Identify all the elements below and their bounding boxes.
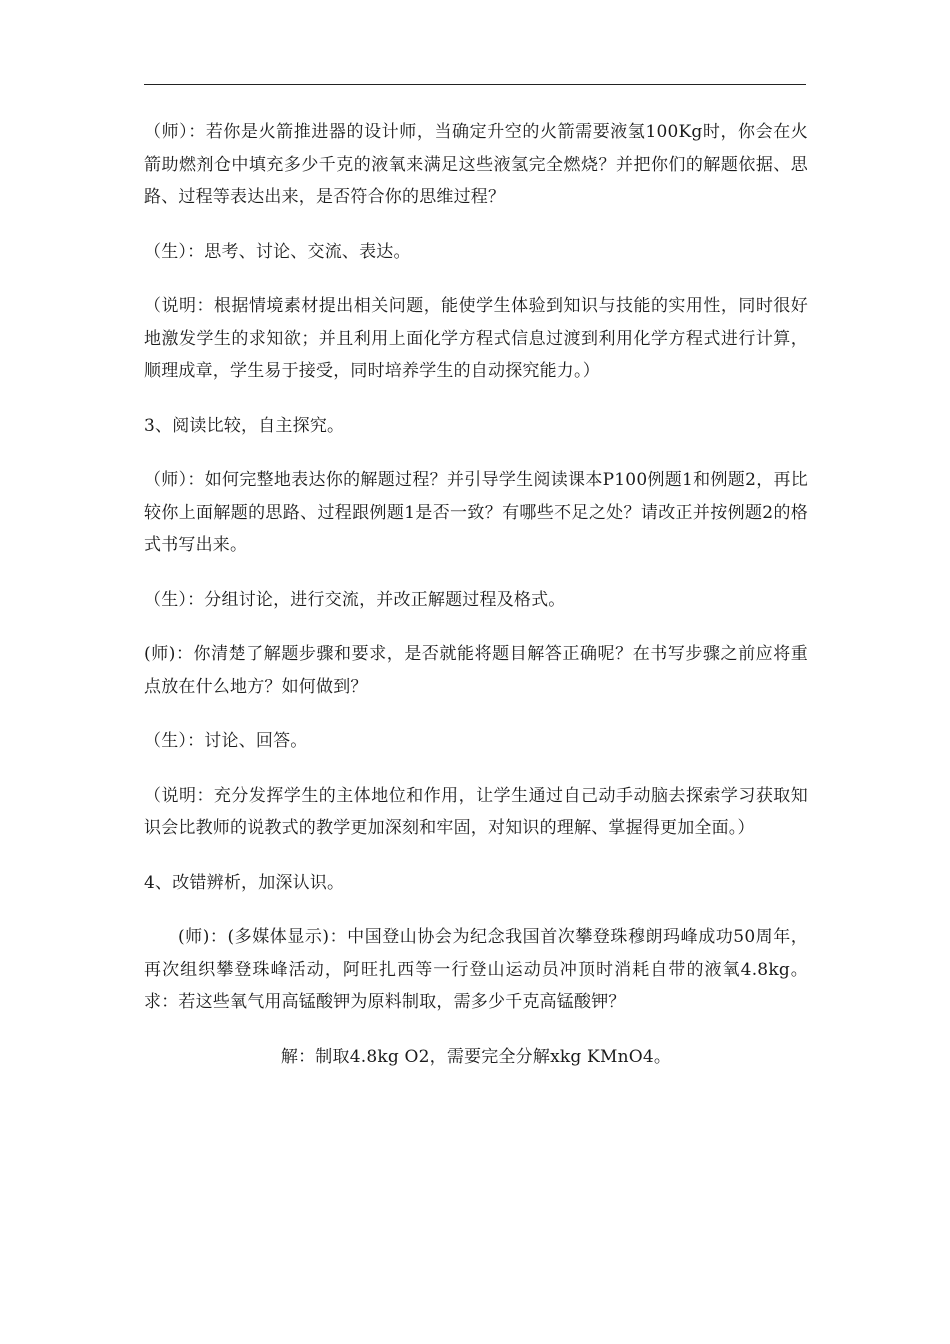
student-response-think: （生）：思考、讨论、交流、表达。 — [144, 241, 411, 262]
header-rule — [144, 84, 806, 85]
note-situation: （说明：根据情境素材提出相关问题，能使学生体验到知识与技能的实用性，同时很好地激发学生的求知欲；并且利用上面化学方程式信息过渡到利用化学方程式进行计算，顺理成章，学生易于接受，同时培养学生的自动探究能力。） — [144, 296, 808, 381]
section-heading-4: 4、改错辨析，加深认识。 — [144, 872, 345, 893]
teacher-question-example: （师）：如何完整地表达你的解题过程？并引导学生阅读课本P100例题1和例题2，再比较你上面解题的思路、过程跟例题1是否一致？有哪些不足之处？请改正并按例题2的格式书写出来。 — [144, 470, 808, 555]
student-response-answer: （生）：讨论、回答。 — [144, 731, 308, 751]
teacher-question-rocket: （师）：若你是火箭推进器的设计师，当确定升空的火箭需要液氢100Kg时，你会在火箭助燃剂仓中填充多少千克的液氧来满足这些液氢完全燃烧？并把你们的解题依据、思路、过程等表达出来，是否符合你的思维过程？ — [144, 122, 808, 207]
section-heading-3: 3、阅读比较，自主探究。 — [144, 415, 345, 436]
solution-line: 解：制取4.8kg O2，需要完全分解xkg KMnO4。 — [280, 1046, 672, 1067]
teacher-question-steps: (师)：你清楚了解题步骤和要求，是否就能将题目解答正确呢？在书写步骤之前应将重点放在什么地方？如何做到？ — [144, 644, 808, 697]
note-student-role: （说明：充分发挥学生的主体地位和作用，让学生通过自己动手动脑去探索学习获取知识会比教师的说教式的教学更加深刻和牢固，对知识的理解、掌握得更加全面。） — [144, 785, 808, 838]
document-body — [144, 116, 808, 1073]
teacher-problem-everest: (师)：(多媒体显示)：中国登山协会为纪念我国首次攀登珠穆朗玛峰成功50周年，再次组织攀登珠峰活动，阿旺扎西等一行登山运动员冲顶时消耗自带的液氧4.8kg。求：若这些氧气用高锰酸钾为原料制取，需多少千克高锰酸钾？ — [144, 927, 808, 1012]
student-response-group: （生）：分组讨论，进行交流，并改正解题过程及格式。 — [144, 589, 566, 610]
